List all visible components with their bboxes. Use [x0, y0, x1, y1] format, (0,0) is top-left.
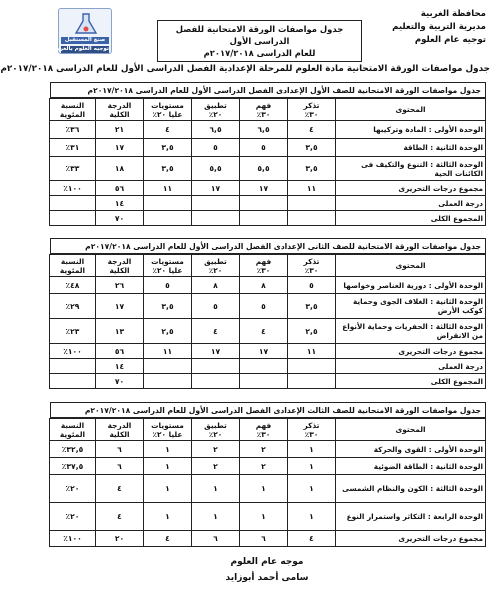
table-row: الوحدة الثالثة : الحفريات وحماية الأنواع من الانقراض ٢,٥ ٤ ٤ ٢,٥ ١٣ ٢٣٪	[50, 319, 486, 344]
spec-table	[49, 418, 486, 547]
logo-text-1: صنع المستقبل	[61, 37, 109, 44]
table-row: الوحدة الأولى : القوى والحركة ١ ٢ ٢ ١ ٦ ٣٢,٥٪	[50, 441, 486, 458]
header-understand: فهم ٣٠٪	[240, 99, 288, 121]
section-grade-3	[50, 402, 486, 547]
table-row-practical: درجة العملى ١٤	[50, 196, 486, 211]
section-title: جدول مواصفات الورقة الامتحانية للصف الثانى الإعدادى الفصل الدراسى الأول للعام الدراسى ٢٠١٧/٢٠١٨م	[50, 238, 486, 254]
table-header-row	[50, 419, 486, 441]
spec-table	[49, 98, 486, 226]
header-content: المحتوى	[336, 255, 486, 277]
directorate-block	[366, 8, 486, 47]
header-apply: تطبيق ٢٠٪	[192, 99, 240, 121]
page-header	[44, 6, 490, 58]
table-row: الوحدة الثالثة : الكون والنظام الشمسى ١ ١ ١ ١ ٤ ٢٠٪	[50, 475, 486, 503]
table-row: الوحدة الرابعة : التكاثر واستمرار النوع ١ ١ ١ ١ ٤ ٢٠٪	[50, 503, 486, 531]
header-higher: مستويات عليا ٢٠٪	[144, 255, 192, 277]
table-row-total: مجموع درجات التحريرى ٤ ٦ ٦ ٤ ٢٠ ١٠٠٪	[50, 531, 486, 547]
table-row-practical: درجة العملى ١٤	[50, 359, 486, 374]
header-percent: النسبة المئوية	[50, 99, 96, 121]
department-label: توجيه عام العلوم	[414, 35, 486, 45]
main-title: جدول مواصفات الورقة الامتحانية مادة العلوم للمرحلة الإعدادية الفصل الدراسى الأول للعام الدراسى ٢٠١٧/٢٠١٨م	[0, 64, 490, 74]
header-total: الدرجة الكلية	[96, 99, 144, 121]
header-total: الدرجة الكلية	[96, 419, 144, 441]
table-row-grand-total: المجموع الكلى ٧٠	[50, 374, 486, 389]
table-header-row	[50, 99, 486, 121]
spec-table	[49, 254, 486, 389]
header-title-line2: للعام الدراسى ٢٠١٧/٢٠١٨م	[203, 48, 316, 58]
directorate-label: مديرية التربية والتعليم	[392, 22, 486, 32]
header-apply: تطبيق ٢٠٪	[192, 419, 240, 441]
header-remember: تذكر ٣٠٪	[288, 419, 336, 441]
header-understand: فهم ٣٠٪	[240, 419, 288, 441]
science-logo	[52, 8, 112, 54]
header-apply: تطبيق ٢٠٪	[192, 255, 240, 277]
logo-text-2: توجيه العلوم بالغربية	[52, 46, 109, 52]
signer-title: موجه عام العلوم	[230, 557, 304, 567]
header-percent: النسبة المئوية	[50, 419, 96, 441]
table-row-grand-total: المجموع الكلى ٧٠	[50, 211, 486, 226]
signature-block	[38, 554, 496, 586]
section-title: جدول مواصفات الورقة الامتحانية للصف الثالث الإعدادى الفصل الدراسى الأول للعام الدراسى ٢٠١٧/٢٠١٨م	[50, 402, 486, 418]
table-row: الوحدة الثانية : الطاقة الضوئية ١ ٢ ٢ ١ ٦ ٣٧,٥٪	[50, 458, 486, 475]
header-remember: تذكر ٣٠٪	[288, 255, 336, 277]
header-understand: فهم ٣٠٪	[240, 255, 288, 277]
header-content: المحتوى	[336, 419, 486, 441]
table-row: الوحدة الثانية : الطاقة ٣,٥ ٥ ٥ ٣,٥ ١٧ ٣١٪	[50, 139, 486, 157]
table-row-total: مجموع درجات التحريرى ١١ ١٧ ١٧ ١١ ٥٦ ١٠٠٪	[50, 181, 486, 196]
flask-icon	[73, 12, 99, 36]
table-row: الوحدة الأولى : دورية العناصر وخواصها ٥ ٨ ٨ ٥ ٢٦ ٤٨٪	[50, 277, 486, 294]
table-row-total: مجموع درجات التحريرى ١١ ١٧ ١٧ ١١ ٥٦ ١٠٠٪	[50, 344, 486, 359]
governorate-label: محافظة الغربية	[420, 9, 486, 19]
header-content: المحتوى	[336, 99, 486, 121]
header-title-box	[157, 20, 362, 62]
header-higher: مستويات عليا ٢٠٪	[144, 419, 192, 441]
header-higher: مستويات عليا ٢٠٪	[144, 99, 192, 121]
section-grade-1	[50, 82, 486, 226]
section-grade-2	[50, 238, 486, 389]
header-remember: تذكر ٣٠٪	[288, 99, 336, 121]
header-total: الدرجة الكلية	[96, 255, 144, 277]
table-row: الوحدة الثانية : الغلاف الجوى وحماية كوكب الأرض ٣,٥ ٥ ٥ ٣,٥ ١٧ ٢٩٪	[50, 294, 486, 319]
table-row: الوحدة الثالثة : التنوع والتكيف فى الكائنات الحية ٣,٥ ٥,٥ ٥,٥ ٣,٥ ١٨ ٣٣٪	[50, 157, 486, 181]
signer-name: سامى أحمد أبوزايد	[225, 573, 309, 583]
header-percent: النسبة المئوية	[50, 255, 96, 277]
header-title-line1: جدول مواصفات الورقة الامتحانية للفصل الدراسى الأول	[175, 24, 344, 46]
table-header-row	[50, 255, 486, 277]
section-title: جدول مواصفات الورقة الامتحانية للصف الأول الإعدادى الفصل الدراسى الأول للعام الدراسى ٢٠١٧/٢٠١٨م	[50, 82, 486, 98]
table-row: الوحدة الأولى : المادة وتركيبها ٤ ٦,٥ ٦,٥ ٤ ٢١ ٣٦٪	[50, 121, 486, 139]
